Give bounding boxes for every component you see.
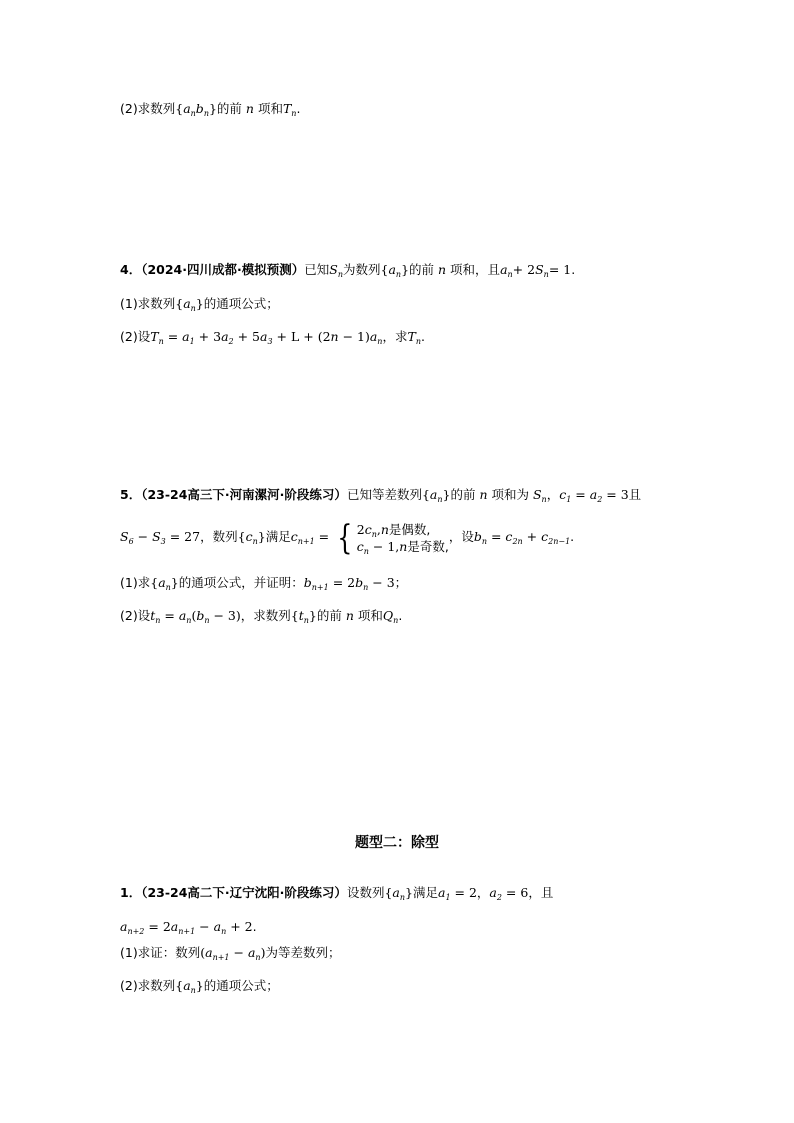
problem-4-q1: (1)求数列$\{a_n\}$的通项公式； [120,296,279,313]
s2-problem-1-q1: (1)求证：数列$(a_{n+1} - a_n)$为等差数列； [120,945,341,962]
section-heading: 题型二：除型 [355,835,439,851]
cases-brace: { [337,517,353,558]
problem-source: （2024·四川成都·模拟预测） [141,262,305,277]
problem-5-line2: $S_6 - S_3 = 27$，数列$\{c_n\}$满足$c_{n+1}$ = { $2c_n,n$是偶数, $c_n - 1,n$是奇数,，设$b_n = c_{2n} + c_{2n-1}$. [120,517,575,558]
problem-4-stem: 4．（2024·四川成都·模拟预测）已知$S_n$为数列$\{a_n\}$的前 n 项和，且$a_n+ 2S_n= 1$. [120,262,576,279]
prev-q2-line: (2)求数列$\{a_nb_n\}$的前 n 项和$T_n$. [120,101,301,118]
prev-q2-label: (2) [120,101,138,116]
s2-problem-1-line2: $a_{n+2} = 2a_{n+1} - a_n + 2$. [120,919,257,936]
problem-4-q2: (2)设$T_n = a_1 + 3a_2 + 5a_3 + L + (2n - 1)a_n$，求$T_n$. [120,329,425,346]
problem-5-q2: (2)设$t_n = a_n(b_n - 3)$，求数列$\{t_n\}$的前 n 项和$Q_n$. [120,608,403,625]
problem-5-q1: (1)求$\{a_n\}$的通项公式，并证明：$b_{n+1} = 2b_n - 3$； [120,575,408,592]
problem-number: 4． [120,262,142,277]
s2-problem-1-stem: 1．（23-24高二下·辽宁沈阳·阶段练习）设数列$\{a_n\}$满足$a_1 = 2$，$a_2 = 6$，且 [120,885,554,902]
problem-5-stem: 5．（23-24高三下·河南漯河·阶段练习）已知等差数列$\{a_n\}$的前 n 项和为 $S_n$，$c_1 = a_2 = 3$且 [120,487,642,504]
piecewise-cases: $2c_n,n$是偶数, $c_n - 1,n$是奇数, [356,521,449,556]
s2-problem-1-q2: (2)求数列$\{a_n\}$的通项公式； [120,978,279,995]
